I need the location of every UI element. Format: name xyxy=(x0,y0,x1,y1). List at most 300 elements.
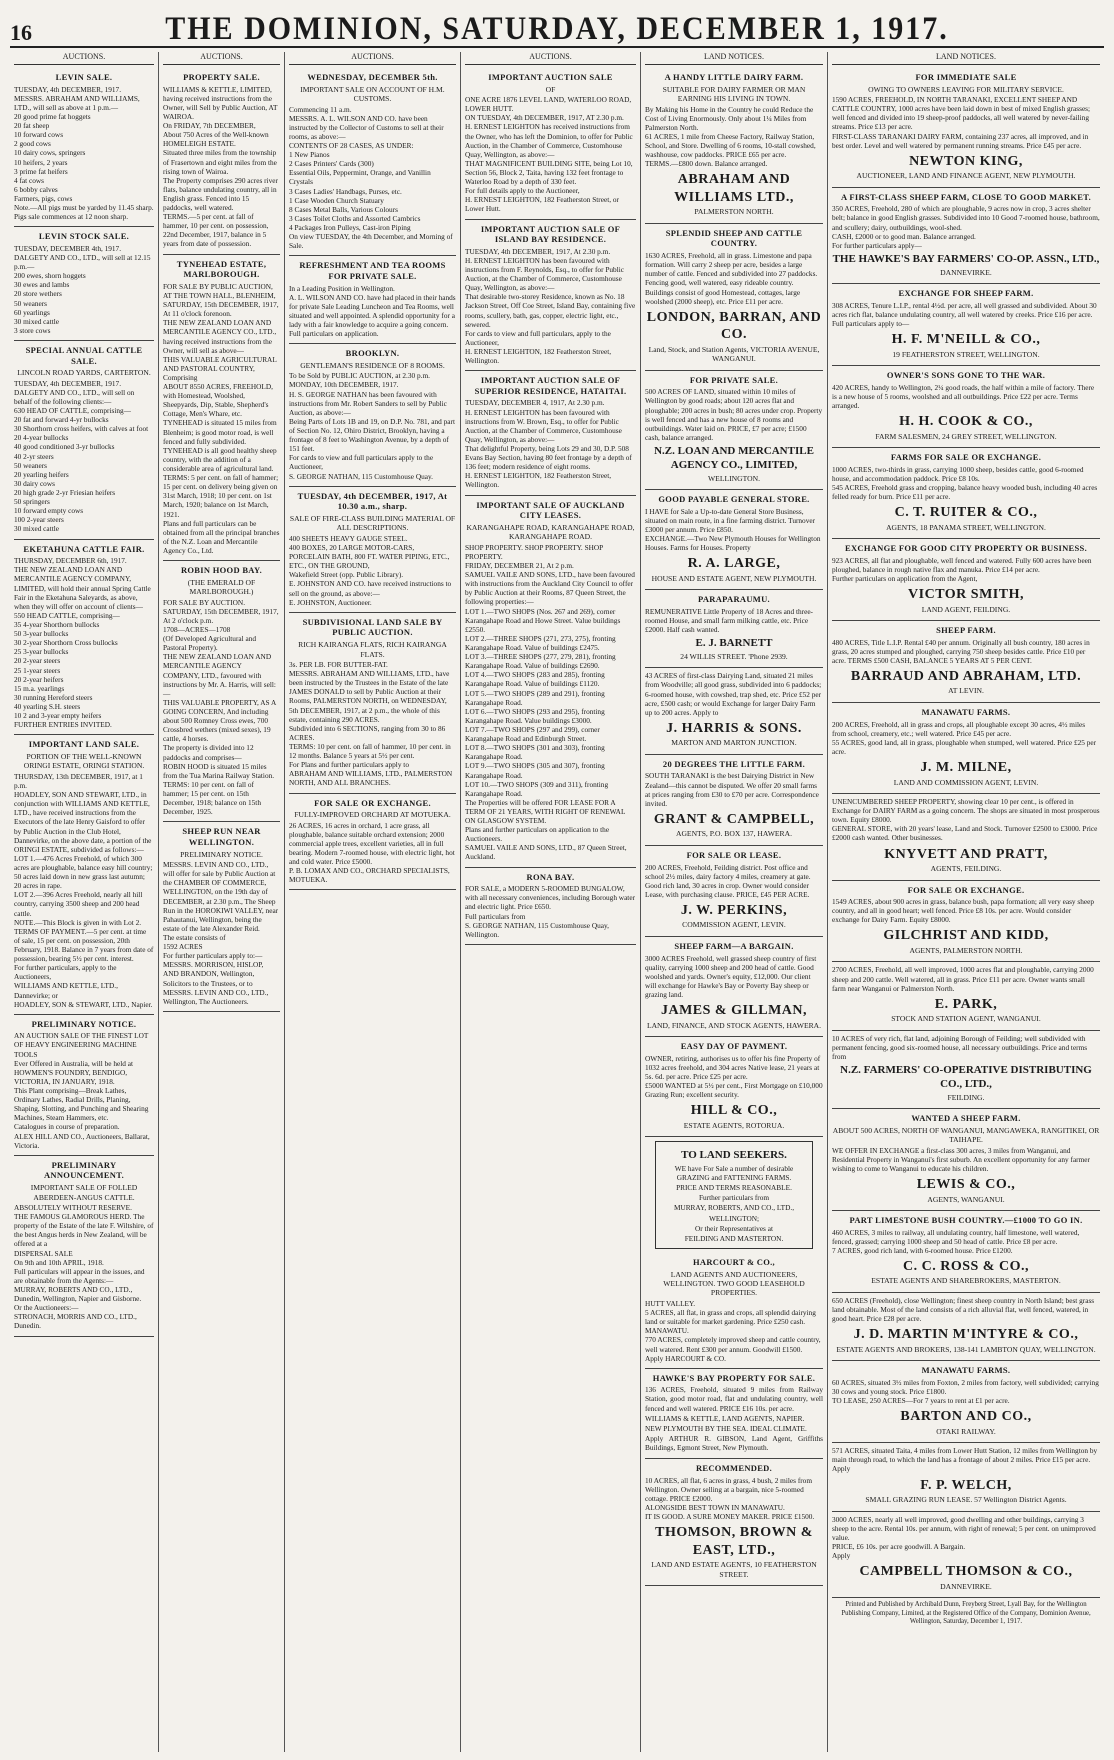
ad-heading: REFRESHMENT AND TEA ROOMS FOR PRIVATE SALE. xyxy=(299,260,446,281)
ad-line: 3s. PER LB. FOR BUTTER-FAT. xyxy=(289,659,388,669)
ad-line: ABRAHAM AND WILLIAMS, LTD., PALMERSTON NORTH, AND ALL BRANCHES. xyxy=(289,769,453,788)
ad-line: LOT 9.—TWO SHOPS (305 and 307), fronting Karangahape Road. xyxy=(465,761,605,780)
advertisement xyxy=(832,366,1100,448)
ad-line: For Plans and further particulars apply to xyxy=(289,760,409,770)
columns xyxy=(10,52,1104,1752)
advertiser-address: MARTON AND MARTON JUNCTION. xyxy=(671,738,797,748)
advertiser-name: HILL & CO., xyxy=(690,1103,778,1119)
advertiser-address: AGENTS, FEILDING. xyxy=(930,864,1002,874)
ad-heading: TUESDAY, 4th DECEMBER, 1917, At 10.30 a.m., sharp. xyxy=(297,490,448,512)
advertiser-name: E. J. BARNETT xyxy=(695,637,773,650)
ad-line: To be Sold by PUBLIC AUCTION, at 2.30 p.m. xyxy=(289,371,430,381)
ad-body xyxy=(14,772,154,1009)
advertisement xyxy=(832,539,1100,621)
advertisement xyxy=(645,846,823,937)
advertisement xyxy=(832,188,1100,284)
ad-line: 2 Cases Printers' Cards (300) xyxy=(289,159,374,169)
ad-line: 4 Packages Iron Pulleys, Cast-iron Piping xyxy=(289,223,411,233)
ad-line: GENERAL STORE, with 20 years' lease, Land and Stock. Turnover £2500 to £3000. Price £2000 cash wanted. Other businesses. xyxy=(832,824,1098,843)
ad-line: Catalogues in course of preparation. xyxy=(14,1122,120,1132)
ad-line: 1 Case Wooden Church Statuary xyxy=(289,195,384,205)
ad-line: WILLIAMS AND KETTLE, LTD., Dannevirke; or xyxy=(14,981,118,1000)
ad-line: 43 ACRES of first-class Dairying Land, situated 21 miles from Woodville; all good grass, subdivided into 6 paddocks; 6-roomed house, with cowshed, trap shed, etc. Price £52 per acre, £500 cash; or would Exchange for larger Dairy Farm up to 200 acres. Apply to xyxy=(645,671,822,717)
ad-heading: FARMS FOR SALE OR EXCHANGE. xyxy=(890,452,1042,463)
column-heading: AUCTIONS. xyxy=(163,52,280,65)
advertisement xyxy=(14,735,154,1014)
ad-line: 460 ACRES, 3 miles to railway, all undulating country, half limestone, well watered, fenced, grassed; carrying 1000 sheep and 50 head of cattle. Price £8 per acre. xyxy=(832,1227,1080,1246)
ad-body xyxy=(832,301,1100,328)
ad-heading: RECOMMENDED. xyxy=(695,1463,773,1474)
page-number: 16 xyxy=(10,20,32,45)
advertisement xyxy=(14,1156,154,1337)
ad-line: 2700 ACRES, Freehold, all well improved, 1000 acres flat and ploughable, carrying 2000 sheep and 200 cattle. Well watered, all in grass. Price £11 per acre. Owner wants small farm near Wanganui or Palmerston North. xyxy=(832,965,1094,993)
advertisement xyxy=(832,284,1100,366)
ad-line: 308 ACRES, Tenure L.I.P., rental 4½d. per acre, all well grassed and subdivided. About 30 acres rich flat, balance undulating country, all well watered by creeks. Price £16 per acre. Full particulars apply to— xyxy=(832,300,1097,328)
ad-line: THE NEW ZEALAND LOAN AND MERCANTILE AGENCY CO., LTD., having received instructions from the Owner, will sell as above— xyxy=(163,318,277,355)
ad-heading: EXCHANGE FOR GOOD CITY PROPERTY OR BUSINESS. xyxy=(844,543,1088,554)
ad-heading: PRELIMINARY ANNOUNCEMENT. xyxy=(43,1159,124,1181)
ad-body xyxy=(832,465,1100,501)
ad-line: MESSRS. LEVIN AND CO., LTD., will offer for sale by Public Auction at the CHAMBER OF COMMERCE, WELLINGTON, on the 19th day of DECEMBER, at 2.30 p.m., The Sheep Run in the HOROKIWI VALLEY, near Pahautanui, Wellington, being the estate of the late Alexander Reid. xyxy=(163,860,279,933)
column-5 xyxy=(641,52,828,1752)
advertiser-address: PALMERSTON NORTH. xyxy=(694,207,774,217)
ad-line: THIS VALUABLE AGRICULTURAL AND PASTORAL COUNTRY, Comprising xyxy=(163,354,277,382)
ad-line: 10 forward empty cows xyxy=(14,506,84,516)
ad-line: 50 3-year bullocks xyxy=(14,629,69,639)
ad-line: Ever Offered in Australia, will be held at HOWMEN'S FOUNDRY, BENDIGO, VICTORIA, IN JANUARY, 1918. xyxy=(14,1058,134,1086)
ad-heading: FOR SALE OR EXCHANGE. xyxy=(907,884,1025,895)
ad-line: 3000 ACRES, nearly all well improved, good dwelling and other buildings, carrying 3 sheep to the acre. Rental 10s. per annum, with right of renewal; 5 per cent. on unimproved value. xyxy=(832,1514,1096,1542)
ad-body xyxy=(832,204,1100,250)
advertisement xyxy=(163,822,280,1011)
ad-line: 8 Cases Metal Balls, Various Colours xyxy=(289,204,398,214)
advertiser-address: AGENTS, WANGANUI. xyxy=(927,1194,1005,1204)
ad-line: That delightful Property, being Lots 29 and 30, D.P. 508 Evans Bay Section, having 80 feet frontage by a depth of 136 feet; modern residence of eight rooms. xyxy=(465,444,632,472)
ad-line: LOT 4.—TWO SHOPS (283 and 285), fronting Karangahape Road. Value of buildings £1120. xyxy=(465,670,605,689)
ad-heading: IMPORTANT AUCTION SALE OF SUPERIOR RESIDENCE, HATAITAI. xyxy=(474,375,627,396)
advertisement xyxy=(645,490,823,590)
ad-heading: IMPORTANT LAND SALE. xyxy=(28,739,140,750)
ad-line: H. ERNEST LEIGHTON, 182 Featherston Street, Wellington. xyxy=(465,346,612,366)
ad-line: For cards to view and full particulars, apply to the Auctioneer, xyxy=(465,328,611,347)
ad-line: This Plant comprising—Break Lathes, Ordinary Lathes, Radial Drills, Planing, Shaping, Slotting, and Punching and Shearing Machines, Steam Hammers, etc. xyxy=(14,1086,149,1123)
advertiser-name: ABRAHAM AND WILLIAMS LTD., xyxy=(674,172,794,205)
ad-line: THURSDAY, 13th DECEMBER, 1917, at 1 p.m. xyxy=(14,771,143,790)
advertiser-name: GILCHRIST AND KIDD, xyxy=(883,928,1049,944)
ad-body xyxy=(14,244,154,335)
advertisement xyxy=(289,68,456,256)
advertisement xyxy=(832,1443,1100,1511)
ad-line: For further particulars apply to:— xyxy=(163,951,263,961)
ad-body xyxy=(645,1054,823,1100)
advertisement xyxy=(163,561,280,822)
advertisement xyxy=(832,703,1100,794)
ad-body xyxy=(832,797,1100,843)
ad-heading: FOR SALE OR LEASE. xyxy=(686,849,782,860)
advertiser-name: C. T. RUITER & CO., xyxy=(894,505,1038,521)
ad-body xyxy=(163,282,280,555)
ad-line: 30 dairy cows xyxy=(14,478,55,488)
advertiser-address: AT LEVIN. xyxy=(948,686,984,696)
ad-subheading: OWING TO OWNERS LEAVING FOR MILITARY SERVICE. xyxy=(868,84,1064,94)
ad-line: 500 ACRES OF LAND, situated within 10 miles of Wellington by good roads; about 120 acres flat and ploughable; 200 acres in bush; 80 acres under crop. Property is well fenced and has a new house of 8 rooms and outbuildings. Water laid on. PRICE, £7 per acre; £1500 cash, balance arranged. xyxy=(645,387,823,442)
ad-line: 7 ACRES, good rich land, with 6-roomed house. Price £1200. xyxy=(832,1245,1013,1255)
inset-line: WE have For Sale a number of desirable GRAZING and FATTENING FARMS. xyxy=(674,1164,794,1183)
advertisement xyxy=(832,1031,1100,1109)
advertisement xyxy=(832,1512,1100,1599)
ad-line: 50 weaners xyxy=(14,298,48,308)
ad-line: 35 4-year Shorthorn bullocks xyxy=(14,619,100,629)
advertisement xyxy=(465,868,636,945)
advertiser-name: THOMSON, BROWN & EAST, LTD., xyxy=(655,1525,813,1558)
ad-line: SOUTH TARANAKI is the best Dairying District in New Zealand—this cannot be disputed. We offer 20 small farms at prices ranging from £30 to £70 per acre. Correspondence invited. xyxy=(645,771,819,808)
ad-line: DALGETY AND CO., LTD., will sell at 12.15 p.m.— xyxy=(14,253,151,272)
ad-line: H. ERNEST LEIGHTON, 182 Featherston Street, or Lower Hutt. xyxy=(465,195,619,214)
ad-line: ROBIN HOOD is situated 15 miles from the Tua Marina Railway Station. xyxy=(163,761,275,780)
advertisement xyxy=(832,1293,1100,1361)
ad-line: The estate consists of xyxy=(163,932,226,942)
ad-line: MURRAY, ROBERTS AND CO., LTD., Dunedin, Wellington, Napier and Gisborne. xyxy=(14,1284,142,1304)
advertiser-address: AGENTS, 18 PANAMA STREET, WELLINGTON. xyxy=(886,522,1046,532)
advertiser-address: AGENTS, P.O. BOX 137, HAWERA. xyxy=(675,829,793,839)
ad-line: 10 ACRES of very rich, flat land, adjoining Borough of Feilding; well subdivided with permanent fencing, good six-roomed house, all necessary outbuildings. Price and terms from xyxy=(832,1033,1088,1061)
inset-line: Or their Representatives at xyxy=(694,1223,773,1233)
advertiser-name: C. C. ROSS & CO., xyxy=(903,1258,1029,1274)
ad-line: MESSRS. LEVIN AND CO., LTD., Wellington, The Auctioneers. xyxy=(163,987,269,1006)
ad-subheading: IMPORTANT SALE OF FOLLED ABERDEEN-ANGUS CATTLE. xyxy=(30,1183,138,1202)
ad-line: 923 ACRES, all flat and ploughable, well fenced and watered. Fully 600 acres have been ploughed, balance in rough native flax and manuka. Price £14 per acre. xyxy=(832,555,1092,574)
ad-line: THE NEW ZEALAND LOAN AND MERCANTILE AGENCY COMPANY, LTD., favoured with instructions by Mr. A. Harris, will sell:— xyxy=(163,652,276,698)
ad-line: 350 ACRES, Freehold, 280 of which are ploughable, 9 acres now in crop, 3 acres shelter belt; balance in good English grasses. Subdivided into 10 Good 7-roomed house, bathroom, and scullery; dairy, outbuildings, wool-shed. xyxy=(832,204,1100,232)
ad-body xyxy=(465,95,636,213)
ad-line: 3 prime fat heifers xyxy=(14,166,68,176)
advertiser-name: CAMPBELL THOMSON & CO., xyxy=(859,1564,1073,1580)
ad-heading: SPECIAL ANNUAL CATTLE SALE. xyxy=(25,344,143,366)
advertiser-address: OTAKI RAILWAY. xyxy=(936,1426,996,1436)
ad-body xyxy=(645,954,823,1000)
advertisement xyxy=(465,371,636,495)
ad-body xyxy=(832,638,1100,665)
ad-body xyxy=(832,1446,1100,1473)
ad-body xyxy=(832,383,1100,410)
ad-subheading: IMPORTANT SALE ON ACCOUNT OF H.M. CUSTOMS. xyxy=(300,84,445,104)
ad-line: TYNEHEAD is situated 15 miles from Blenheim; is good motor road, is well fenced and fully subdivided. xyxy=(163,418,277,446)
ad-body xyxy=(645,387,823,442)
advertiser-address: ESTATE AGENTS, ROTORUA. xyxy=(683,1120,785,1130)
advertiser-name: NEWTON KING, xyxy=(909,153,1023,169)
ad-heading: PARAPARAUMU. xyxy=(698,594,770,605)
ad-body xyxy=(645,607,823,634)
inset-line: Further particulars from xyxy=(698,1193,770,1203)
ad-heading: ROBIN HOOD BAY. xyxy=(180,565,263,576)
ad-line: HOADLEY, SON & STEWART, LTD., Napier. xyxy=(14,999,153,1009)
ad-body xyxy=(289,105,456,251)
ad-heading: FOR SALE OR EXCHANGE. xyxy=(314,797,431,808)
ad-line: 200 ACRES, Freehold, Feilding district. Post office and school 2½ miles, dairy factory 4 miles, creamery at gate. Good rich land, 30 acres in crop. Owner would consider Lease, with purchasing clause. PRICE, £45 PER ACRE. xyxy=(645,862,811,899)
ad-line: ALEX HILL AND CO., Auctioneers, Ballarat, Victoria. xyxy=(14,1131,150,1150)
advertisement xyxy=(645,755,823,846)
advertiser-address: LAND AND ESTATE AGENTS, 10 FEATHERSTON STREET. xyxy=(651,1560,817,1579)
advertiser-address: COMMISSION AGENT, LEVIN. xyxy=(682,920,786,930)
ad-body xyxy=(14,1031,154,1149)
advertiser-address: LAND AND COMMISSION AGENT, LEVIN. xyxy=(893,777,1039,787)
ad-line: LOT 3.—THREE SHOPS (277, 279, 281), fronting Karangahape Road. Value of buildings £2690. xyxy=(465,652,616,671)
ad-line: 61 ACRES, 1 mile from Cheese Factory, Railway Station, School, and Store. Dwelling of 6 rooms, 10-stall cowshed, washhouse, cow paddocks. PRICE £65 per acre. xyxy=(645,131,816,160)
ad-line: LOT 5.—TWO SHOPS (289 and 291), fronting Karangahape Road. xyxy=(465,688,605,707)
ad-line: On view TUESDAY, the 4th December, and Morning of Sale. xyxy=(289,232,453,251)
ad-line: CASH, £2000 or to good man. Balance arranged. xyxy=(832,231,976,241)
ad-line: TO LEASE, 250 ACRES—For 7 years to rent at £1 per acre. xyxy=(832,1396,1010,1406)
ad-line: For further particulars, apply to the Auctioneers, xyxy=(14,963,117,982)
ad-line: 20 4-year bullocks xyxy=(14,433,69,443)
ad-line: DISPERSAL SALE xyxy=(14,1248,73,1258)
ad-line: IT IS GOOD. A SURE MONEY MAKER. PRICE £1500. xyxy=(645,1512,815,1522)
ad-line: TERMS: 5 per cent. on fall of hammer; 15 per cent. on delivery being given on 31st March, 1918; 10 per cent. on 1st March, 1920; balance on 1st March, 1921. xyxy=(163,473,279,519)
ad-line: TUESDAY, 4th DECEMBER, 1917, At 2.30 p.m. xyxy=(465,246,611,256)
ad-heading: SHEEP FARM—A BARGAIN. xyxy=(674,940,794,951)
ad-line: 10 forward cows xyxy=(14,130,64,140)
ad-line: TUESDAY, DECEMBER 4, 1917, At 2.30 p.m. xyxy=(465,398,605,408)
ad-body xyxy=(832,1034,1100,1061)
ad-line: 25 3-year bullocks xyxy=(14,647,69,657)
ad-line: LOT 2.—THREE SHOPS (271, 273, 275), fronting Karangahape Road. Value of buildings £2475. xyxy=(465,633,616,652)
advertisement xyxy=(832,1109,1100,1211)
ad-line: 60 ACRES, situated 3½ miles from Foxton, 2 miles from factory, well subdivided; carrying 30 cows and young stock. Price £1800. xyxy=(832,1377,1099,1396)
ad-body xyxy=(645,251,823,306)
ad-line: 60 yearlings xyxy=(14,307,50,317)
ad-heading: FOR PRIVATE SALE. xyxy=(689,374,779,385)
column-3 xyxy=(285,52,461,1752)
ad-subheading: OF xyxy=(545,84,556,94)
ad-line: 10 dairy cows, springers xyxy=(14,148,86,158)
inset-title: HAWKE'S BAY PROPERTY FOR SALE. xyxy=(652,1372,816,1383)
ad-line: £5000 WANTED at 5½ per cent., First Mortgage on £10,000 Grazing Run; excellent security. xyxy=(645,1081,823,1100)
ad-body xyxy=(465,884,636,939)
advertiser-name: H. F. M'NEILL & CO., xyxy=(891,332,1041,348)
ad-subheading: ABOUT 500 ACRES, NORTH OF WANGANUI, MANGAWEKA, RANGITIKEI, OR TAIHAPE. xyxy=(832,1125,1100,1145)
ad-line: THE FAMOUS GLAMOROUS HERD. The property of the Estate of the late F. Wiltshire, of the best Angus herds in New Zealand, will be offered at a xyxy=(14,1212,154,1249)
ad-line: I HAVE for Sale a Up-to-date General Store Business, situated on main route, in a fine farming district. Turnover £3000 per annum. Price £850. xyxy=(645,506,816,534)
ad-body xyxy=(832,897,1100,924)
advertisement xyxy=(289,256,456,344)
ad-heading: EKETAHUNA CATTLE FAIR. xyxy=(23,543,145,554)
ad-line: TUESDAY, DECEMBER 4th, 1917. xyxy=(14,243,122,253)
advertisement xyxy=(645,937,823,1037)
advertiser-name: BARTON AND CO., xyxy=(900,1409,1032,1425)
ad-heading: GOOD PAYABLE GENERAL STORE. xyxy=(658,493,810,504)
ad-line: Wakefield Street (opp. Public Library). xyxy=(289,570,404,580)
ad-subheading: RICH KAIRANGA FLATS, RICH KAIRANGA FLATS. xyxy=(298,640,447,659)
ad-body xyxy=(163,860,280,1006)
ad-line: MANAWATU. xyxy=(645,1326,689,1336)
ad-line: SATURDAY, 15th DECEMBER, 1917, At 2 o'clock p.m. xyxy=(163,606,279,625)
printer-imprint: Printed and Published by Archibald Dunn, Freyberg Street, Lyall Bay, for the Wellington Publishing Company, Limited, at the Registered Office of the Company, Dominion Avenue, Wellington, Saturday, December 1, 1917. xyxy=(841,1601,1091,1625)
ad-line: Plans and full particulars can be obtained from all the principal branches of the N.Z. Loan and Mercantile Agency Co., Ltd. xyxy=(163,518,280,556)
ad-heading: BROOKLYN. xyxy=(345,348,400,359)
column-heading: AUCTIONS. xyxy=(289,52,456,65)
advertiser-address: LAND, FINANCE, AND STOCK AGENTS, HAWERA. xyxy=(646,1020,822,1030)
advertiser-name: J. HARRIS & SONS. xyxy=(666,720,802,736)
advertiser-name: N.Z. FARMERS' CO-OPERATIVE DISTRIBUTING CO., LTD., xyxy=(840,1064,1092,1090)
ad-line: MESSRS. MORRISON, HISLOP, AND BRANDON, Wellington, Solicitors to the Trustees, or to xyxy=(163,960,264,988)
advertisement xyxy=(465,220,636,372)
ad-line: TUESDAY, 4th DECEMBER, 1917. xyxy=(14,84,122,94)
advertiser-name: JAMES & GILLMAN, xyxy=(660,1003,808,1019)
ad-body xyxy=(832,556,1100,583)
ad-line: 30 mixed cattle xyxy=(14,316,59,326)
ad-line: A. L. WILSON AND CO. have had placed in their hands for private Sale Leading Luncheon and Tea Rooms, well situated and well appointed. A splendid opportunity for a lady with a fair knowledge to acquire a going concern. Full particulars on application. xyxy=(289,292,456,339)
ad-body xyxy=(832,965,1100,992)
ad-line: S. GEORGE NATHAN, 115 Customhouse Quay. xyxy=(289,471,433,481)
advertisement xyxy=(14,341,154,540)
ad-line: 3 Cases Toilet Cloths and Assorted Cambrics xyxy=(289,213,421,223)
ad-line: 1 New Pianos xyxy=(289,150,330,160)
advertisement xyxy=(645,68,823,224)
ad-body xyxy=(14,556,154,729)
ad-line: 4 fat cows xyxy=(14,175,44,185)
ad-line: 30 mixed cattle xyxy=(14,524,59,534)
ad-line: 1708—ACRES—1708 xyxy=(163,625,231,635)
ad-line: Apply xyxy=(832,1550,851,1560)
advertiser-name: LONDON, BARRAN, AND CO. xyxy=(646,309,822,343)
advertisement xyxy=(832,68,1100,188)
ad-heading: MANAWATU FARMS. xyxy=(921,706,1011,717)
ad-line: H. ERNEST LEIGHTON has received instructions from the Owner, who has left the Dominion, to offer for Public Auction, in the Chamber of Commerce, Customhouse Quay, Wellington, as above:— xyxy=(465,122,633,159)
ad-line: 20 2-year steers xyxy=(14,656,61,666)
ad-line: 1000 ACRES, two-thirds in grass, carrying 1000 sheep, besides cattle, good 6-roomed house, and accommodation paddock. Price £8 10s. xyxy=(832,464,1084,483)
ad-line: 25 1-year steers xyxy=(14,665,61,675)
ad-heading: IMPORTANT SALE OF AUCKLAND CITY LEASES. xyxy=(476,499,625,521)
ad-line: 30 Shorthorn cross heifers, with calves at foot xyxy=(14,424,149,434)
ad-heading: MANAWATU FARMS. xyxy=(921,1365,1011,1376)
ad-line: SAMUEL VAILE AND SONS, LTD., have been favoured with instructions from the Auckland City Council to offer by Public Auction at their Rooms, 87 Queen Street, the following properties:— xyxy=(465,570,635,607)
advertisement xyxy=(832,794,1100,881)
ad-heading: RONA BAY. xyxy=(526,871,575,882)
ad-heading: EXCHANGE FOR SHEEP FARM. xyxy=(898,288,1034,299)
advertisement xyxy=(832,621,1100,703)
ad-heading: FOR IMMEDIATE SALE xyxy=(915,72,1017,82)
ad-line: That desirable two-storey Residence, known as No. 18 Jackson Street, Off Coe Street, Island Bay, containing five rooms, scullery, bath, gas, copper, electric light, etc., sewered. xyxy=(465,292,636,329)
ad-line: S. GEORGE NATHAN, 115 Customhouse Quay, Wellington. xyxy=(465,920,609,939)
advertisement xyxy=(289,487,456,613)
ad-line: 10 heifers, 2 years xyxy=(14,157,68,167)
ad-line: FOR SALE BY AUCTION. xyxy=(163,597,246,607)
ad-line: 1549 ACRES, about 900 acres in grass, balance bush, papa formation; all very easy sheep country, and all in good heart; well fenced. Price £8 10s. per acre. Would consider exchange for Dairy Farm. Equity £8000. xyxy=(832,897,1095,925)
ad-line: THIS VALUABLE PROPERTY, AS A GOING CONCERN, And including about 500 Romney Cross ewes, 700 Crossbred wethers (mixed sexes), 19 cattle, 4 horses. xyxy=(163,697,276,744)
ad-heading: WEDNESDAY, DECEMBER 5th. xyxy=(307,72,438,82)
ad-line: TERMS: 10 per cent. on fall of hammer, 10 per cent. in 12 months. Balance 5 years at 5½ per cent. xyxy=(289,741,451,761)
advertiser-address: DANNEVIRKE. xyxy=(940,1581,992,1591)
ad-line: MESSRS. A. L. WILSON AND CO. have been instructed by the Collector of Customs to sell at their rooms, as above:— xyxy=(289,113,444,141)
ad-subheading: GENTLEMAN'S RESIDENCE OF 8 ROOMS. xyxy=(300,360,445,370)
ad-line: 200 ewes, shorn hoggets xyxy=(14,271,86,281)
ad-line: 571 ACRES, situated Taita, 4 miles from Lower Hutt Station, 12 miles from Wellington by main through road, to which the land has a frontage of about 2 miles. Price £15 per acre. Apply xyxy=(832,1446,1098,1474)
ad-line: For full details apply to the Auctioneer, xyxy=(465,186,580,196)
ad-body xyxy=(645,863,823,899)
column-heading: AUCTIONS. xyxy=(465,52,636,65)
ad-line: For further particulars apply— xyxy=(832,240,922,250)
ad-line: 6 bobby calves xyxy=(14,184,58,194)
ad-line: MONDAY, 10th DECEMBER, 1917. xyxy=(289,380,399,390)
inset-line: NEW PLYMOUTH BY THE SEA. IDEAL CLIMATE. xyxy=(645,1423,807,1433)
ad-body xyxy=(163,598,280,817)
ad-line: LOT 1.—476 Acres Freehold, of which 300 acres are ploughable, balance easy hill country; 50 acres laid down in new grass last autumn; 20 acres in rape. xyxy=(14,853,153,891)
ad-body xyxy=(465,398,636,489)
ad-line: E. JOHNSTON AND CO. have received instructions to sell on the ground, as above:— xyxy=(289,579,452,598)
ad-body xyxy=(645,105,823,169)
advertiser-address: WELLINGTON. xyxy=(708,473,760,483)
ad-body xyxy=(289,534,456,607)
advertisement xyxy=(289,613,456,794)
ad-line: STRONACH, MORRIS AND CO., LTD., Dunedin. xyxy=(14,1312,137,1331)
advertiser-address: FARM SALESMEN, 24 GREY STREET, WELLINGTON. xyxy=(875,431,1057,441)
ad-line: For cards to view and full particulars apply to the Auctioneer, xyxy=(289,453,434,472)
ad-body xyxy=(645,771,823,807)
ad-line: 30 running Hereford steers xyxy=(14,692,93,702)
advertisement xyxy=(14,68,154,227)
ad-line: 20 yearling heifers xyxy=(14,469,69,479)
ad-line: AN AUCTION SALE OF THE FINEST LOT OF HEAVY ENGINEERING MACHINE TOOLS xyxy=(14,1031,149,1059)
ad-heading: IMPORTANT AUCTION SALE OF ISLAND BAY RESIDENCE. xyxy=(480,223,621,245)
ad-line: 26 ACRES, 16 acres in orchard, 1 acre grass, all ploughable, balance suitable orchard extension; 2000 commercial apple trees, excellent varieties, all in full bearing. Modern 7-roomed house, with electric light, hot and cold water. Price £5000. xyxy=(289,820,455,867)
ad-subheading: SALE OF FIRE-CLASS BUILDING MATERIAL OF ALL DESCRIPTIONS. xyxy=(289,513,456,533)
ad-heading: IMPORTANT AUCTION SALE xyxy=(488,72,613,82)
ad-line: 50 springers xyxy=(14,497,50,507)
advertiser-name: R. A. LARGE, xyxy=(687,556,781,572)
advertiser-name: E. PARK, xyxy=(934,996,998,1012)
ad-heading: OWNER'S SONS GONE TO THE WAR. xyxy=(886,370,1046,381)
ad-line: 10 ACRES, all flat, 6 acres in grass, 4 bush, 2 miles from Wellington. Owner selling at a bargain, nice 5-roomed cottage. PRICE £2000. xyxy=(645,1475,812,1503)
to-land-seekers-box xyxy=(655,1141,813,1249)
ad-body xyxy=(289,371,456,480)
advertiser-address: LAND AGENT, FEILDING. xyxy=(921,604,1011,614)
advertiser-address: 19 FEATHERSTON STREET, WELLINGTON. xyxy=(892,349,1040,359)
ad-line: Or the Auctioneers:— xyxy=(14,1303,79,1313)
ad-line: HOADLEY, SON AND STEWART, LTD., in conjunction with WILLIAMS AND KETTLE, LTD., have received instructions from the Executors of the late Henry Gaisford to offer by Public Auction in the Club Hotel, Dannevirke, on the above date, a portion of the ORINGI ESTATE, subdivided as follows:— xyxy=(14,790,152,854)
inset-line: PRICE AND TERMS REASONABLE. xyxy=(676,1183,792,1193)
ad-heading: PART LIMESTONE BUSH COUNTRY.—£1000 TO GO IN. xyxy=(849,1215,1083,1225)
ad-body xyxy=(832,1378,1100,1405)
ad-line: H. S. GEORGE NATHAN has been favoured with instructions from Mr. Robert Sanders to sell by Public Auction, as above:— xyxy=(289,389,447,417)
ad-line: 630 HEAD OF CATTLE, comprising— xyxy=(14,406,131,416)
ad-line: 545 ACRES, Freehold grass and cropping, balance heavy wooded bush, including 40 acres felled ready for burn. Price £11 per acre. xyxy=(832,482,1098,501)
ad-body xyxy=(14,85,154,222)
ad-line: Full particulars from xyxy=(465,911,526,921)
hawkes-bay-property-box xyxy=(645,1369,823,1459)
advertisement xyxy=(163,255,280,562)
ad-body xyxy=(832,1228,1100,1255)
ad-line: LOT 2.—396 Acres Freehold, nearly all hill country, carrying 3500 sheep and 200 head cattle. xyxy=(14,890,143,918)
ad-line: TYNEHEAD is all good healthy sheep country, with the addition of a considerable area of agricultural land. xyxy=(163,445,277,474)
ad-line: THURSDAY, DECEMBER 6th, 1917. xyxy=(14,556,127,566)
advertisement xyxy=(832,881,1100,963)
ad-line: 40 good conditioned 3-yr bullocks xyxy=(14,442,115,452)
ad-line: Full particulars will appear in the issues, and are obtainable from the Agents:— xyxy=(14,1266,145,1285)
ad-line: TERMS.—5 per cent. at fall of hammer, 10 per cent. on possession, 22nd December, 1917, balance in 5 years from date of possession. xyxy=(163,212,269,249)
inset-line: MURRAY, ROBERTS, AND CO., LTD., xyxy=(673,1203,795,1213)
ad-line: On FRIDAY, 7th DECEMBER, xyxy=(163,121,256,131)
advertisement xyxy=(14,227,154,341)
ad-line: 20 fat sheep xyxy=(14,121,50,131)
ad-line: Note.—All pigs must be yarded by 11.45 sharp. Pigs sale commences at 12 noon sharp. xyxy=(14,203,154,222)
ad-line: 3 Cases Ladies' Handbags, Purses, etc. xyxy=(289,186,402,196)
ad-body xyxy=(289,821,456,885)
advertiser-address: SMALL GRAZING RUN LEASE. 57 Wellington District Agents. xyxy=(865,1495,1067,1505)
inset-line: Apply ARTHUR R. GIBSON, Land Agent, Griffiths Buildings, Egmont Street, New Plymouth. xyxy=(645,1433,823,1453)
advertisement xyxy=(832,962,1100,1030)
ad-line: Apply HARCOURT & CO. xyxy=(645,1353,726,1363)
advertiser-name: BARRAUD AND ABRAHAM, LTD. xyxy=(850,668,1082,684)
